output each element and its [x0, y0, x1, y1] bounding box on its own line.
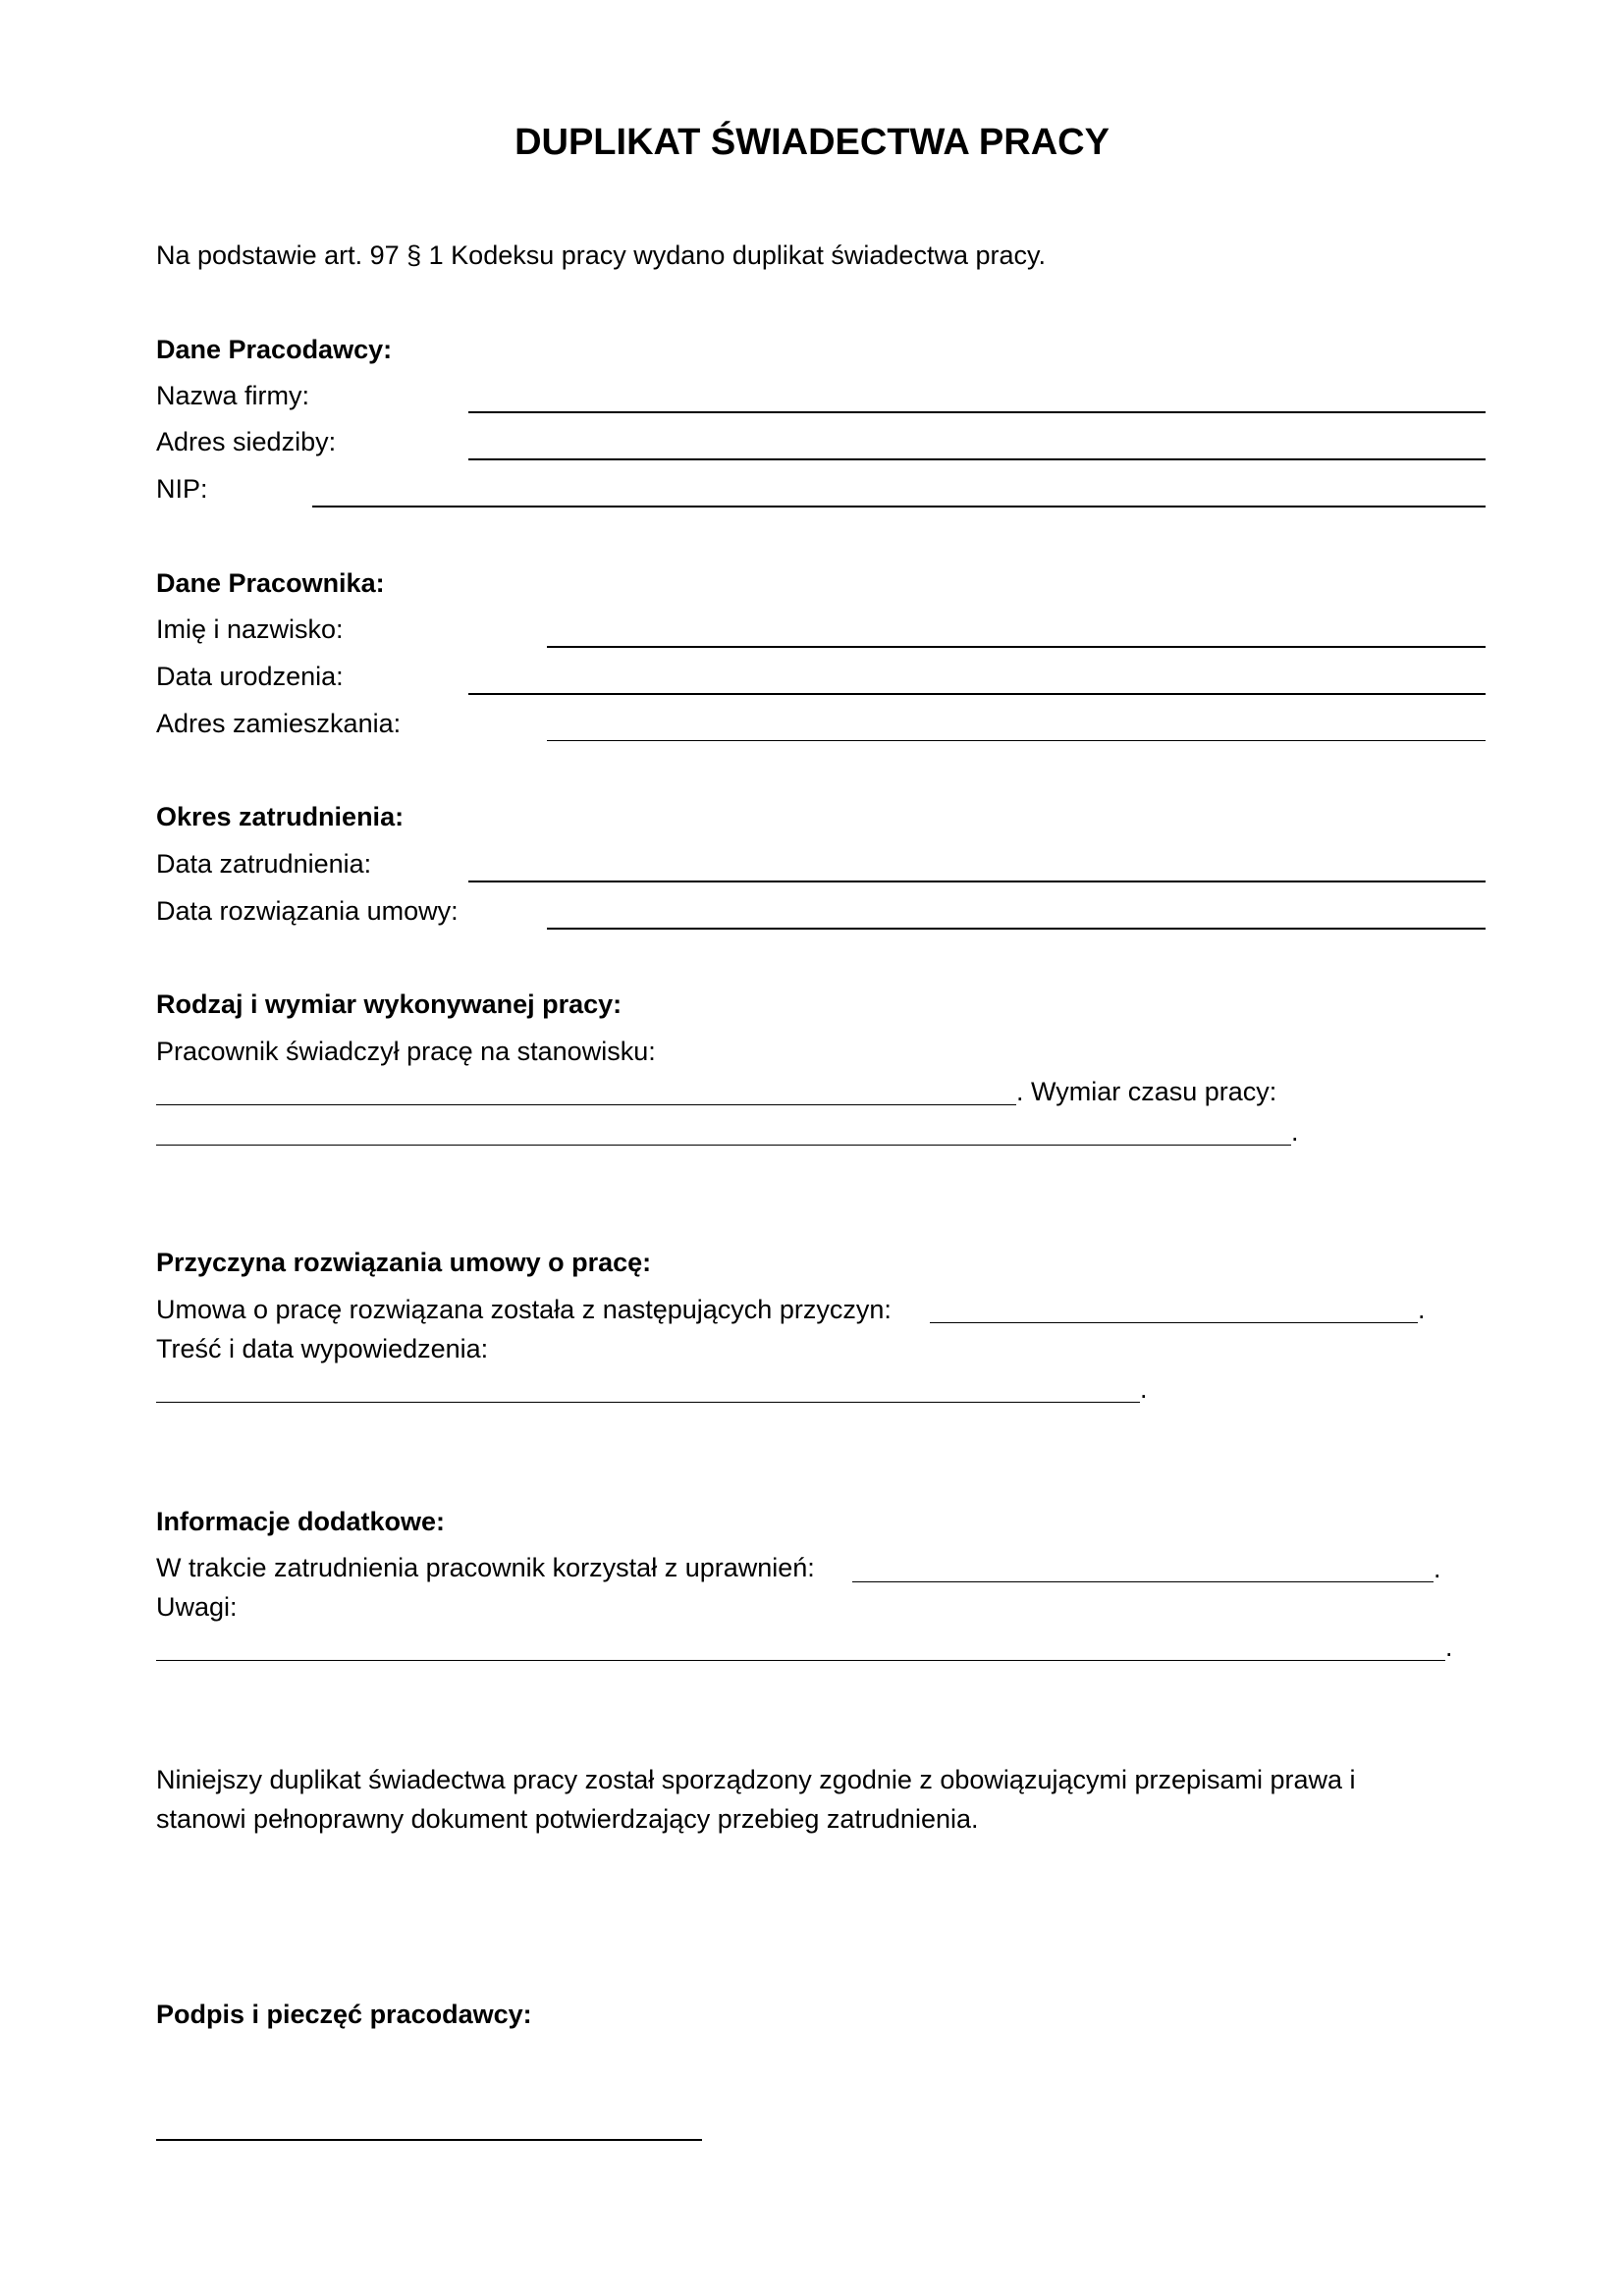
employer-name-label: Nazwa firmy: [156, 381, 310, 410]
additional-rights-field[interactable] [852, 1581, 1434, 1582]
employee-heading: Dane Pracownika: [156, 568, 385, 598]
work-position-text: Pracownik świadczył pracę na stanowisku: [156, 1037, 656, 1066]
termination-notice-dot: . [1140, 1374, 1148, 1404]
work-hours-text: . Wymiar czasu pracy: [1016, 1077, 1277, 1106]
additional-heading: Informacje dodatkowe: [156, 1507, 446, 1536]
termination-notice-field[interactable] [156, 1402, 1140, 1403]
termination-heading: Przyczyna rozwiązania umowy o pracę: [156, 1248, 652, 1277]
employee-birth-label: Data urodzenia: [156, 662, 344, 691]
employee-address-label: Adres zamieszkania: [156, 709, 402, 738]
termination-reason-text: Umowa o pracę rozwiązana została z następujących przyczyn: [156, 1295, 892, 1324]
period-start-field[interactable] [468, 881, 1486, 882]
termination-reason-field[interactable] [930, 1322, 1418, 1323]
employee-name-field[interactable] [547, 646, 1486, 648]
closing-line-1: Niniejszy duplikat świadectwa pracy został sporządzony zgodnie z obowiązującymi przepisami prawa i [156, 1765, 1356, 1794]
employer-address-field[interactable] [468, 458, 1486, 460]
work-hours-field[interactable] [156, 1145, 1291, 1146]
additional-rights-text: W trakcie zatrudnienia pracownik korzystał z uprawnień: [156, 1553, 815, 1582]
termination-reason-dot: . [1418, 1295, 1426, 1324]
period-start-label: Data zatrudnienia: [156, 849, 372, 879]
work-position-field[interactable] [156, 1104, 1016, 1105]
additional-notes-label: Uwagi: [156, 1592, 238, 1622]
signature-field[interactable] [156, 2139, 702, 2141]
work-end-dot: . [1291, 1117, 1299, 1147]
employer-heading: Dane Pracodawcy: [156, 335, 393, 364]
employer-name-field[interactable] [468, 411, 1486, 413]
employee-name-label: Imię i nazwisko: [156, 614, 344, 644]
additional-rights-dot: . [1434, 1554, 1441, 1583]
period-heading: Okres zatrudnienia: [156, 802, 405, 831]
intro-text: Na podstawie art. 97 § 1 Kodeksu pracy wydano duplikat świadectwa pracy. [156, 240, 1046, 270]
period-end-label: Data rozwiązania umowy: [156, 896, 459, 926]
employer-nip-label: NIP: [156, 474, 208, 504]
employer-nip-field[interactable] [312, 506, 1486, 507]
additional-notes-field[interactable] [156, 1660, 1445, 1661]
work-heading: Rodzaj i wymiar wykonywanej pracy: [156, 989, 623, 1019]
employer-address-label: Adres siedziby: [156, 427, 337, 456]
document-title: DUPLIKAT ŚWIADECTWA PRACY [514, 122, 1110, 163]
signature-heading: Podpis i pieczęć pracodawcy: [156, 2000, 532, 2029]
termination-notice-text: Treść i data wypowiedzenia: [156, 1334, 489, 1363]
closing-line-2: stanowi pełnoprawny dokument potwierdzający przebieg zatrudnienia. [156, 1804, 979, 1834]
period-end-field[interactable] [547, 928, 1486, 930]
employee-address-field[interactable] [547, 740, 1486, 741]
additional-notes-dot: . [1445, 1632, 1453, 1662]
employee-birth-field[interactable] [468, 693, 1486, 695]
